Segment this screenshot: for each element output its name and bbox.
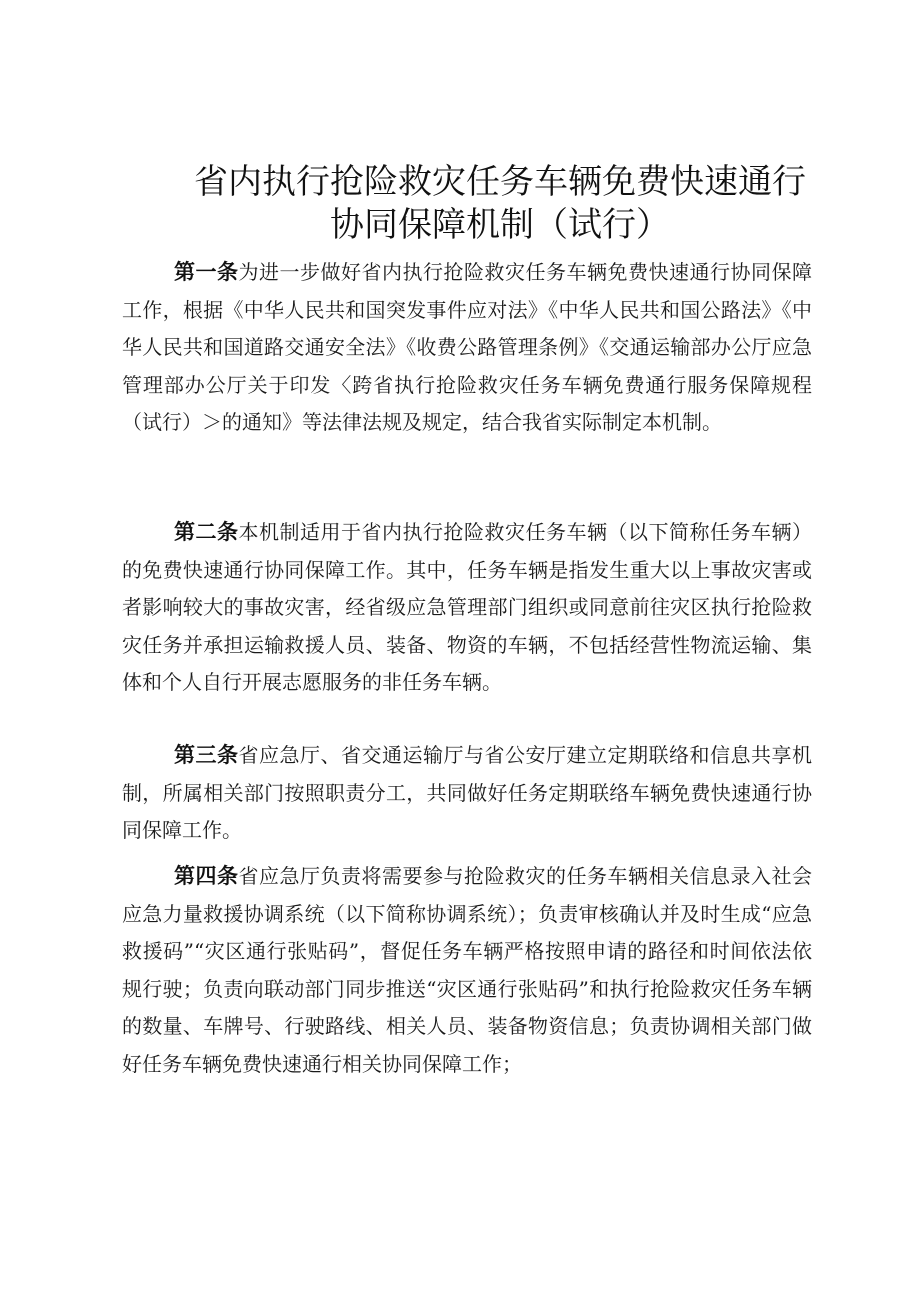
document-title-line-2: 协同保障机制（试行） [330, 205, 670, 245]
article-1 [122, 254, 812, 442]
article-3-heading: 第三条 [174, 743, 239, 767]
article-2-heading: 第二条 [174, 520, 239, 544]
article-3-text: 省应急厅、省交通运输厅与省公安厅建立定期联络和信息共享机制，所属相关部门按照职责分工，共同做好任务定期联络车辆免费快速通行协同保障工作。 [122, 743, 812, 842]
article-4 [122, 858, 812, 1083]
article-2-text: 本机制适用于省内执行抢险救灾任务车辆（以下简称任务车辆）的免费快速通行协同保障工作。其中，任务车辆是指发生重大以上事故灾害或者影响较大的事故灾害，经省级应急管理部门组织或同意前往灾区执行抢险救灾任务并承担运输救援人员、装备、物资的车辆，不包括经营性物流运输、集体和个人自行开展志愿服务的非任务车辆。 [122, 520, 812, 694]
article-1-text: 为进一步做好省内执行抢险救灾任务车辆免费快速通行协同保障工作，根据《中华人民共和国突发事件应对法》《中华人民共和国公路法》《中华人民共和国道路交通安全法》《收费公路管理条例》《交通运输部办公厅应急管理部办公厅关于印发〈跨省执行抢险救灾任务车辆免费通行服务保障规程（试行）＞的通知》等法律法规及规定，结合我省实际制定本机制。 [122, 260, 812, 434]
article-3 [122, 737, 812, 850]
article-4-text: 省应急厅负责将需要参与抢险救灾的任务车辆相关信息录入社会应急力量救援协调系统（以下简称协调系统）；负责审核确认并及时生成“应急救援码”“灾区通行张贴码”，督促任务车辆严格按照申请的路径和时间依法依规行驶；负责向联动部门同步推送“灾区通行张贴码”和执行抢险救灾任务车辆的数量、车牌号、行驶路线、相关人员、装备物资信息；负责协调相关部门做好任务车辆免费快速通行相关协同保障工作； [122, 864, 812, 1076]
document-title-line-1: 省内执行抢险救灾任务车辆免费快速通行 [194, 162, 806, 202]
article-4-heading: 第四条 [174, 864, 239, 888]
article-1-heading: 第一条 [174, 260, 239, 284]
article-2 [122, 514, 812, 702]
